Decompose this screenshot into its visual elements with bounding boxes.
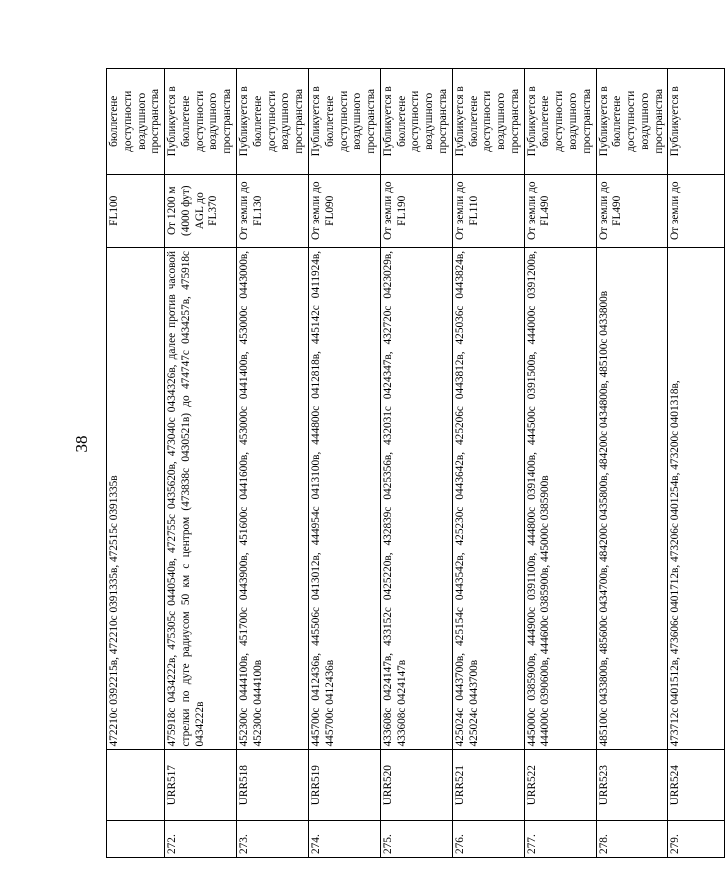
zone-altitude: От земли до FL090 [308, 174, 380, 247]
table-row [668, 69, 725, 858]
table-row [596, 69, 668, 858]
zone-coordinates: 425024с 0443700в, 425154с 0443542в, 425230с 0443642в, 425206с 0443812в, 425036с 0443824в, 425024с 0443700в [452, 247, 524, 750]
row-number: 277. [524, 820, 596, 857]
zone-publication: Публикуется в бюллетене доступности воздушного пространства [596, 69, 668, 175]
row-number: 273. [237, 820, 309, 857]
zone-altitude: От земли до FL110 [452, 174, 524, 247]
table-row [452, 69, 524, 858]
zone-publication: Публикуется в бюллетене доступности воздушного пространства [380, 69, 452, 175]
zone-code: URR524 [668, 750, 725, 820]
zone-publication: Публикуется в бюллетене доступности воздушного пространства [524, 69, 596, 175]
zone-publication: Публикуется в бюллетене доступности воздушного пространства [308, 69, 380, 175]
zone-coordinates: 475918с 0434222в, 475305с 0440540в, 472755с 0435620в, 473040с 0434326в, далее против часовой стрелки по дуге радиусом 50 км с центром (473838с 0430521в) до 474747с 0434257в, 475918с 0434222в [165, 247, 237, 750]
table-row [237, 69, 309, 858]
zone-coordinates: 445000с 0385900в, 444900с 0391100в, 444800с 0391400в, 444500с 0391500в, 444000с 0391200в, 444000с 0390600в, 444600с 0385900в, 445000с 0385900в [524, 247, 596, 750]
rotated-table-frame [106, 68, 682, 858]
table-row [524, 69, 596, 858]
table-row [107, 69, 165, 858]
zone-publication: Публикуется в [668, 69, 725, 175]
zone-code: URR521 [452, 750, 524, 820]
zone-coordinates: 445700с 0412436в, 445506с 0413012в, 444954с 0413100в, 444800с 0412818в, 445142с 0411924в, 445700с 0412436в [308, 247, 380, 750]
page-number: 38 [72, 435, 91, 453]
zone-publication: Публикуется в бюллетене доступности воздушного пространства [452, 69, 524, 175]
zone-publication: Публикуется в бюллетене доступности воздушного пространства [165, 69, 237, 175]
zone-code: URR518 [237, 750, 309, 820]
zone-coordinates: 485100с 0433800в, 485600с 0434700в, 484200с 0435800в, 484200с 0434800в, 485100с 0433800в [596, 247, 668, 750]
zone-coordinates: 473712с 0401512в, 473606с 0401712в, 473206с 0401254в, 473200с 0401318в, [668, 247, 725, 750]
zone-code [107, 750, 165, 820]
zone-coordinates: 452300с 0444100в, 451700с 0443900в, 451600с 0441600в, 453000с 0441400в, 453000с 0443000в, 452300с 0444100в [237, 247, 309, 750]
zone-coordinates: 433608с 0424147в, 433152с 0425220в, 432839с 0425356в, 432031с 0424347в, 432720с 0423029в, 433608с 0424147в [380, 247, 452, 750]
zone-altitude: От земли до FL490 [524, 174, 596, 247]
row-number [107, 820, 165, 857]
row-number: 279. [668, 820, 725, 857]
table-row [165, 69, 237, 858]
zone-altitude: FL100 [107, 174, 165, 247]
zone-altitude: От земли до FL490 [596, 174, 668, 247]
row-number: 278. [596, 820, 668, 857]
row-number: 275. [380, 820, 452, 857]
zone-code: URR523 [596, 750, 668, 820]
zone-altitude: От 1200 м (4000 фут) AGL до FL370 [165, 174, 237, 247]
zone-code: URR519 [308, 750, 380, 820]
zone-altitude: От земли до [668, 174, 725, 247]
zone-altitude: От земли до FL130 [237, 174, 309, 247]
zone-code: URR517 [165, 750, 237, 820]
row-number: 272. [165, 820, 237, 857]
table-row [308, 69, 380, 858]
zone-altitude: От земли до FL190 [380, 174, 452, 247]
row-number: 276. [452, 820, 524, 857]
row-number: 274. [308, 820, 380, 857]
zone-code: URR520 [380, 750, 452, 820]
zone-code: URR522 [524, 750, 596, 820]
zone-publication: бюллетене доступности воздушного пространства [107, 69, 165, 175]
zone-coordinates: 472210с 0392215в, 472210с 0391335в, 472515с 0391335в [107, 247, 165, 750]
table-row [380, 69, 452, 858]
zone-publication: Публикуется в бюллетене доступности воздушного пространства [237, 69, 309, 175]
airspace-table [106, 68, 725, 858]
